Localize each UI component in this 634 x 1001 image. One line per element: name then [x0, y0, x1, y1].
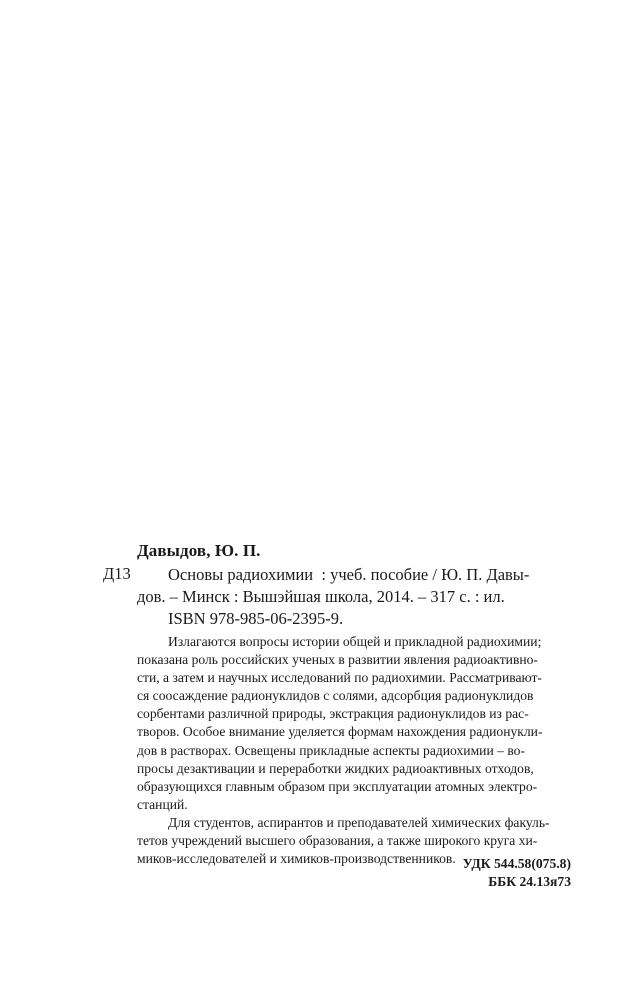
abstract — [137, 633, 571, 868]
bbk-code: ББК 24.13я73 — [488, 874, 571, 889]
bibliographic-record — [137, 564, 571, 630]
author-heading: Давыдов, Ю. П. — [137, 541, 261, 560]
record-imprint-line: дов. – Минск : Вышэйшая школа, 2014. – 317 с. : ил. — [137, 587, 505, 606]
abstract-line: сорбентами различной природы, экстракция радионуклидов из рас- — [137, 706, 529, 722]
abstract-line: станций. — [137, 796, 188, 812]
call-number: Д13 — [103, 564, 131, 583]
abstract-line: сти, а затем и научных исследований по радиохимии. Рассматривают- — [137, 670, 542, 686]
abstract-line: ся соосаждение радионуклидов с солями, адсорбция радионуклидов — [137, 688, 534, 704]
record-title-line: Основы радиохимии : учеб. пособие / Ю. П. Давы- — [168, 565, 530, 584]
abstract-line: дов в растворах. Освещены прикладные аспекты радиохимии – во- — [137, 742, 525, 758]
abstract-line: творов. Особое внимание уделяется формам нахождения радионукли- — [137, 724, 543, 740]
classification-codes — [463, 855, 571, 891]
audience-line: тетов учреждений высшего образования, а также широкого круга хи- — [137, 833, 538, 849]
abstract-line: просы дезактивации и переработки жидких радиоактивных отходов, — [137, 760, 534, 776]
udc-code: УДК 544.58(075.8) — [462, 856, 571, 871]
abstract-line: образующихся главным образом при эксплуатации атомных электро- — [137, 778, 538, 794]
audience-line: миков-исследователей и химиков-производственников. — [137, 851, 456, 867]
abstract-line: показана роль российских ученых в развитии явления радиоактивно- — [137, 652, 538, 668]
audience-line: Для студентов, аспирантов и преподавателей химических факуль- — [168, 814, 550, 830]
record-isbn-line: ISBN 978-985-06-2395-9. — [168, 609, 344, 628]
abstract-line: Излагаются вопросы истории общей и прикладной радиохимии; — [168, 634, 542, 649]
